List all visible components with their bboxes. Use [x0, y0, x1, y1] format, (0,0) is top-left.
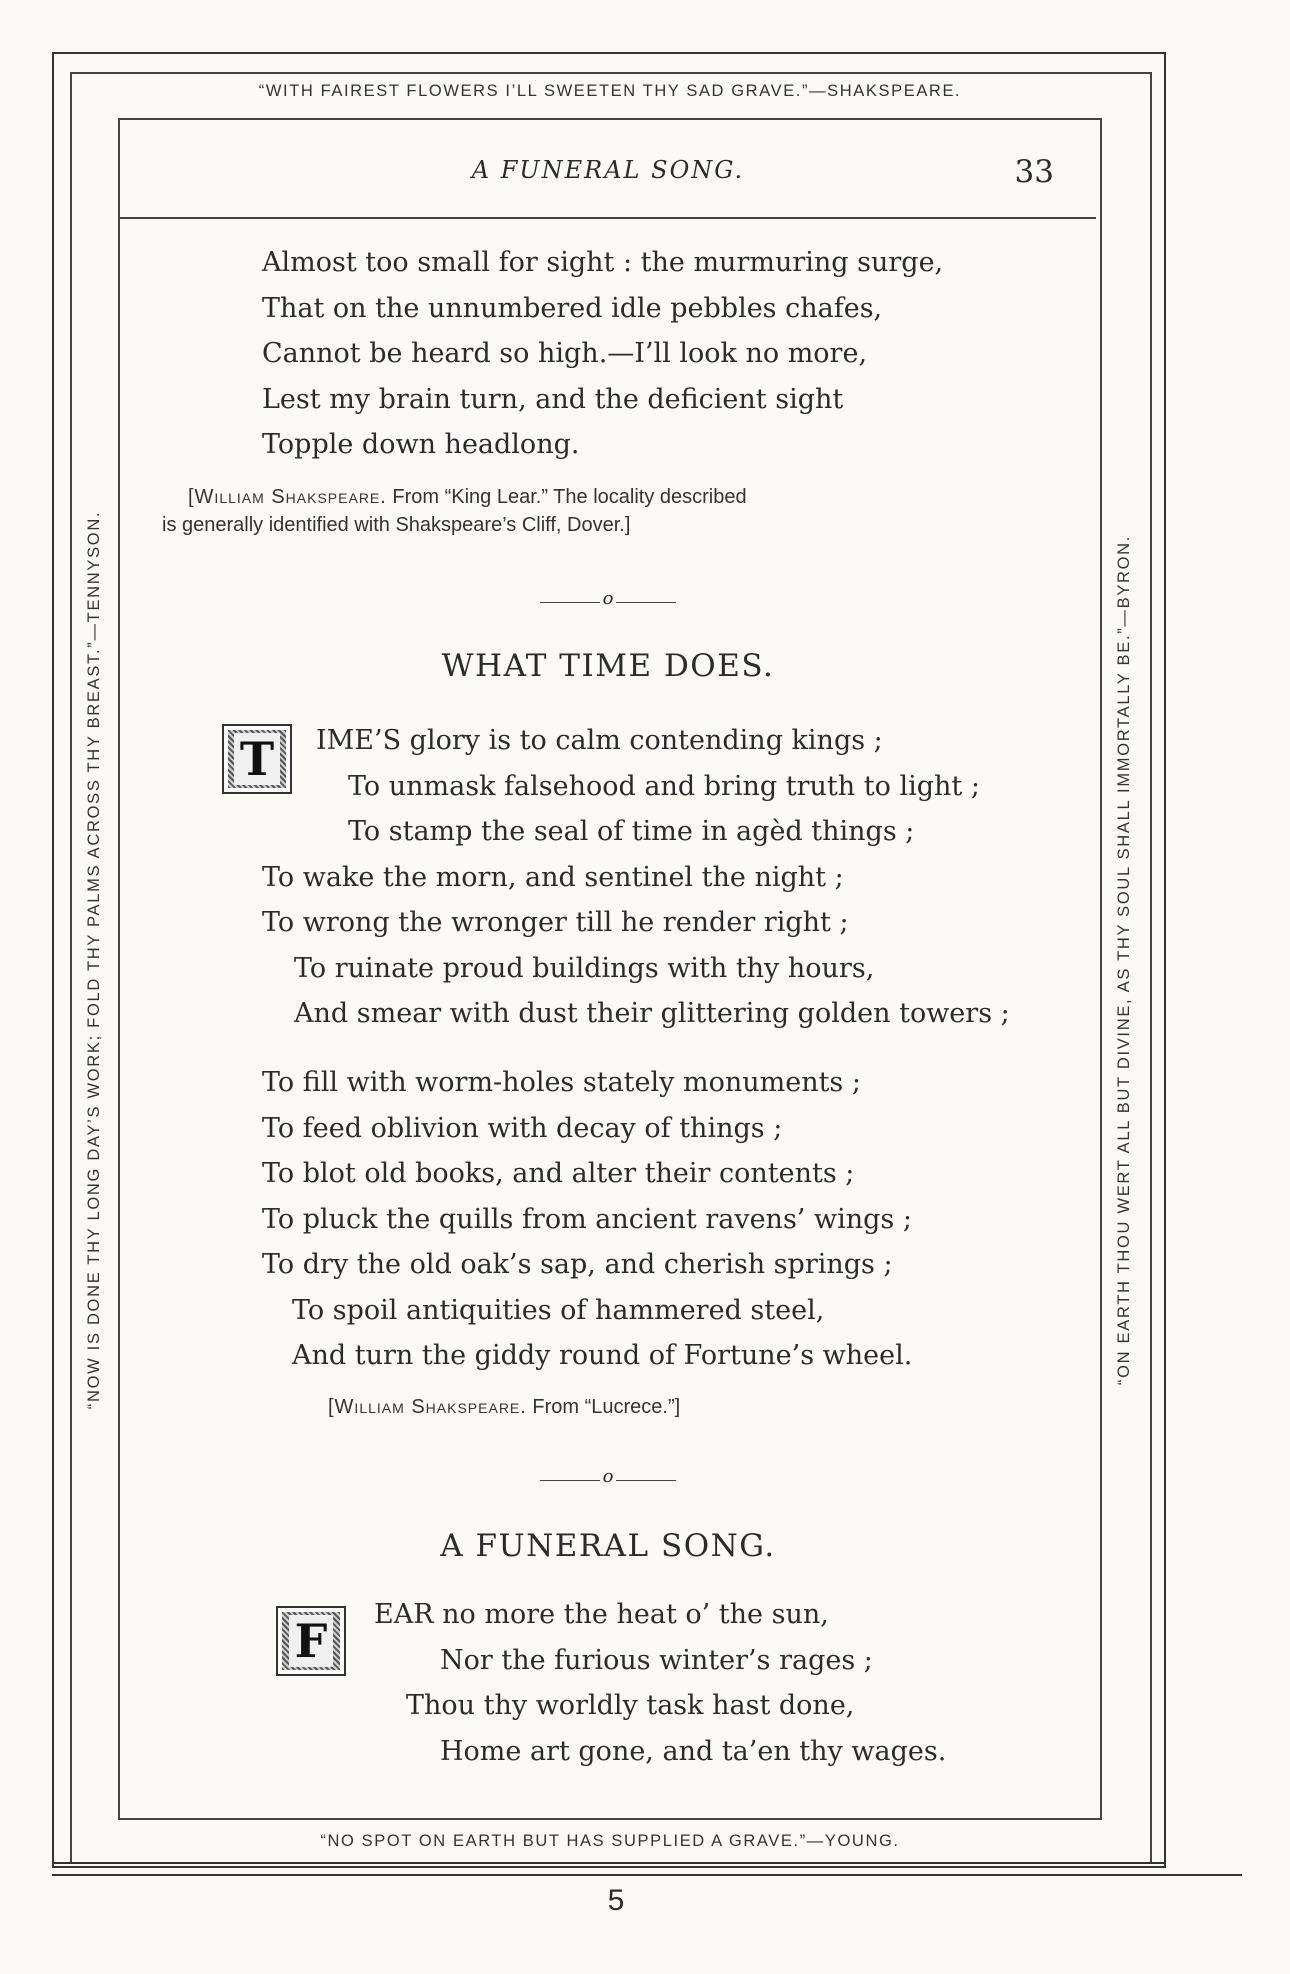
verse-line: To unmask falsehood and bring truth to light ;	[348, 770, 980, 802]
verse-line: To spoil antiquities of hammered steel,	[292, 1294, 825, 1326]
verse-line: And smear with dust their glittering golden towers ;	[294, 998, 1010, 1029]
attribution-note-line-2: is generally identified with Shakspeare’s Cliff, Dover.]	[162, 514, 631, 536]
verse-line: EAR no more the heat o’ the sun,	[374, 1599, 829, 1630]
page-number: 33	[1014, 154, 1054, 190]
dropcap-letter: T	[234, 733, 280, 785]
poem-title-a-funeral-song: A FUNERAL SONG.	[440, 1528, 776, 1564]
verse-line: To dry the old oak’s sap, and cherish springs ;	[262, 1249, 893, 1280]
poem-lines-indented	[348, 764, 980, 855]
verse-line: To stamp the seal of time in agèd things ;	[348, 816, 915, 847]
verse-line: And turn the giddy round of Fortune’s wheel.	[292, 1340, 913, 1371]
decorated-initial-T	[222, 724, 292, 794]
margin-quote-left: “NOW IS DONE THY LONG DAY’S WORK; FOLD THY PALMS ACROSS THY BREAST.”—TENNYSON.	[85, 510, 103, 1410]
decorated-initial-F	[276, 1606, 346, 1676]
verse-line: Cannot be heard so high.—I’ll look no more,	[262, 338, 868, 369]
margin-quote-right: “ON EARTH THOU WERT ALL BUT DIVINE, AS THY SOUL SHALL IMMORTALLY BE.”—BYRON.	[1115, 534, 1133, 1386]
note-author: [William Shakspeare.	[328, 1396, 527, 1418]
verse-line: To wake the morn, and sentinel the night ;	[262, 861, 844, 893]
poem-line	[406, 1683, 854, 1729]
poem-line-indented	[440, 1638, 873, 1684]
poem-stanza-1	[262, 855, 1010, 1037]
verse-line: To pluck the quills from ancient ravens’ wings ;	[262, 1203, 912, 1235]
section-divider: o	[532, 592, 684, 612]
poem-first-line	[374, 1592, 829, 1638]
verse-line: To fill with worm-holes stately monuments ;	[262, 1067, 861, 1098]
verse-line: To wrong the wronger till he render right ;	[262, 907, 849, 938]
dropcap-letter: F	[289, 1615, 334, 1667]
poem-king-lear-excerpt	[262, 240, 943, 468]
poem-stanza-2	[262, 1060, 912, 1379]
verse-line: Thou thy worldly task hast done,	[406, 1690, 855, 1721]
verse-line: Home art gone, and ta’en thy wages.	[440, 1735, 947, 1767]
note-source: From “King Lear.” The locality described	[386, 486, 747, 508]
verse-line: To blot old books, and alter their contents ;	[262, 1158, 855, 1189]
verse-line: IME’S glory is to calm contending kings ;	[316, 725, 883, 756]
verse-line: Nor the furious winter’s rages ;	[440, 1644, 873, 1676]
attribution-note	[188, 486, 747, 509]
poem-title-what-time-does: WHAT TIME DOES.	[441, 648, 775, 684]
section-divider: o	[532, 1470, 684, 1490]
attribution-note-lucrece	[328, 1396, 680, 1419]
bottom-rule-outer	[52, 1874, 1242, 1876]
verse-line: Almost too small for sight : the murmuring surge,	[262, 247, 944, 278]
verse-line: That on the unnumbered idle pebbles chafes,	[262, 292, 883, 324]
folio-number: 5	[607, 1884, 625, 1917]
running-title: A FUNERAL SONG.	[471, 156, 745, 184]
verse-line: Topple down headlong.	[262, 429, 580, 460]
verse-line: To feed oblivion with decay of things ;	[262, 1112, 783, 1144]
poem-line-indented	[440, 1729, 946, 1775]
header-rule	[120, 217, 1096, 219]
verse-line: Lest my brain turn, and the deficient sight	[262, 383, 844, 415]
verse-line: To ruinate proud buildings with thy hours,	[294, 952, 875, 984]
note-author: [William Shakspeare.	[188, 486, 387, 508]
margin-quote-top: “WITH FAIREST FLOWERS I’LL SWEETEN THY SAD GRAVE.”—SHAKSPEARE.	[258, 82, 962, 100]
note-source: From “Lucrece.”]	[526, 1396, 681, 1418]
margin-quote-bottom: “NO SPOT ON EARTH BUT HAS SUPPLIED A GRAVE.”—YOUNG.	[320, 1832, 900, 1850]
poem-first-line	[316, 718, 883, 764]
bottom-rule	[52, 1862, 1166, 1864]
